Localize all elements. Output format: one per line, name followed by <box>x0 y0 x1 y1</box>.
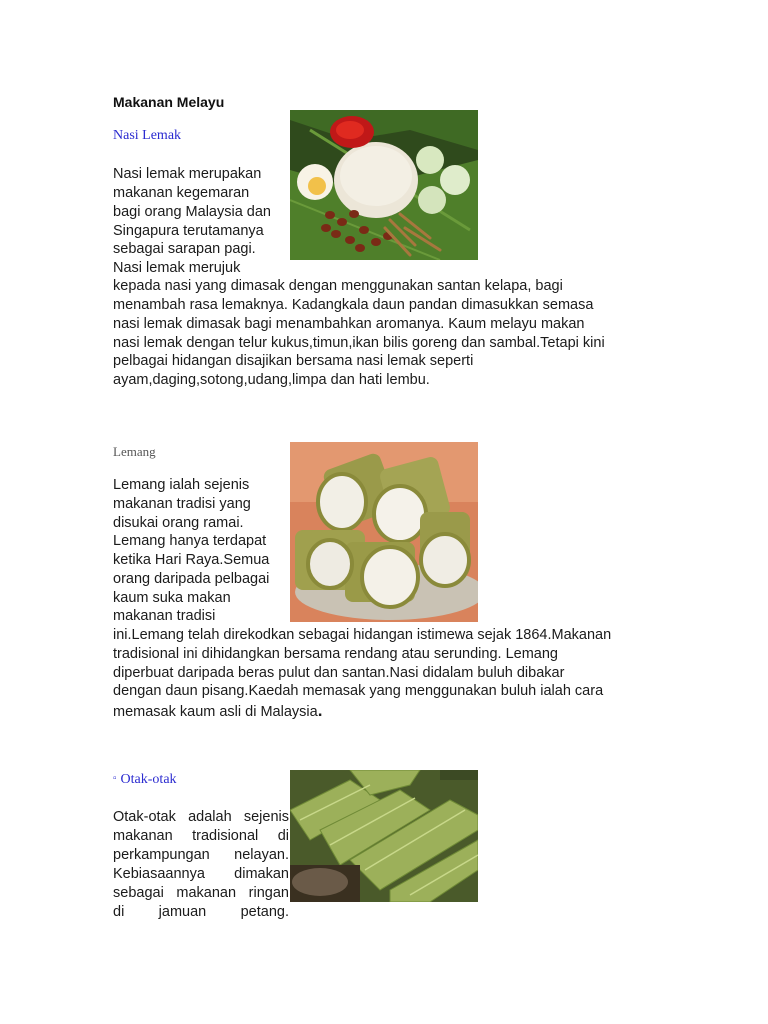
otak-otak-text-line: Otak-otak adalah sejenis <box>113 809 289 825</box>
nasi-lemak-text-line: sebagai sarapan pagi. <box>113 241 256 257</box>
nasi-lemak-text-line: menambah rasa lemaknya. Kadangkala daun pandan dimasukkan semasa <box>113 297 594 313</box>
otak-otak-text-line: makanan tradisional di <box>113 828 289 844</box>
lemang-text-line: Lemang ialah sejenis <box>113 477 250 493</box>
lemang-text-line: Lemang hanya terdapat <box>113 533 267 549</box>
otak-otak-text-line: Kebiasaannya dimakan <box>113 866 289 882</box>
bullet-icon: ▫ <box>113 773 117 784</box>
lemang-image <box>290 442 478 622</box>
nasi-lemak-text-line: Nasi lemak merupakan <box>113 166 262 182</box>
heading-lemang: Lemang <box>113 444 156 459</box>
otak-otak-text-line: sebagai makanan ringan <box>113 885 289 901</box>
nasi-lemak-text-line: pelbagai hidangan disajikan bersama nasi lemak seperti <box>113 353 474 369</box>
otak-otak-text-line: di jamuan petang. <box>113 904 289 920</box>
nasi-lemak-text-line: Nasi lemak merujuk <box>113 260 241 276</box>
nasi-lemak-text-line: kepada nasi yang dimasak dengan menggunakan santan kelapa, bagi <box>113 278 563 294</box>
page-title: Makanan Melayu <box>113 94 225 110</box>
otak-otak-image <box>290 770 478 902</box>
nasi-lemak-text-line: makanan kegemaran <box>113 185 250 201</box>
lemang-text-line: dengan daun pisang.Kaedah memasak yang menggunakan buluh ialah cara <box>113 683 604 699</box>
lemang-text-line: kaum suka makan <box>113 590 231 606</box>
lemang-last-text: memasak kaum asli di Malaysia <box>113 704 318 720</box>
nasi-lemak-text-line: nasi lemak dimasak bagi menambahkan aromanya. Kaum melayu makan <box>113 316 585 332</box>
lemang-text-line: orang daripada pelbagai <box>113 571 270 587</box>
lemang-text-line: ketika Hari Raya.Semua <box>113 552 270 568</box>
heading-nasi-lemak: Nasi Lemak <box>113 128 182 143</box>
lemang-text-line: makanan tradisi yang <box>113 496 251 512</box>
lemang-text-line: diperbuat daripada beras pulut dan santan.Nasi didalam buluh dibakar <box>113 665 565 681</box>
lemang-text-line: makanan tradisi <box>113 608 216 624</box>
nasi-lemak-text-line: bagi orang Malaysia dan <box>113 204 271 220</box>
lemang-text-line-last <box>113 701 322 722</box>
heading-otak-otak-label: Otak-otak <box>120 772 177 787</box>
nasi-lemak-image <box>290 110 478 260</box>
lemang-end-mark: . <box>317 701 323 720</box>
nasi-lemak-text-line: nasi lemak dengan telur kukus,timun,ikan bilis goreng dan sambal.Tetapi kini <box>113 335 605 351</box>
nasi-lemak-text-line: ayam,daging,sotong,udang,limpa dan hati lembu. <box>113 372 430 388</box>
nasi-lemak-text-line: Singapura terutamanya <box>113 223 264 239</box>
lemang-text-line: ini.Lemang telah direkodkan sebagai hidangan istimewa sejak 1864.Makanan <box>113 627 612 643</box>
lemang-text-line: disukai orang ramai. <box>113 515 244 531</box>
heading-otak-otak <box>113 772 177 788</box>
lemang-text-line: tradisional ini dihidangkan bersama rendang atau serunding. Lemang <box>113 646 558 662</box>
otak-otak-text-line: perkampungan nelayan. <box>113 847 289 863</box>
